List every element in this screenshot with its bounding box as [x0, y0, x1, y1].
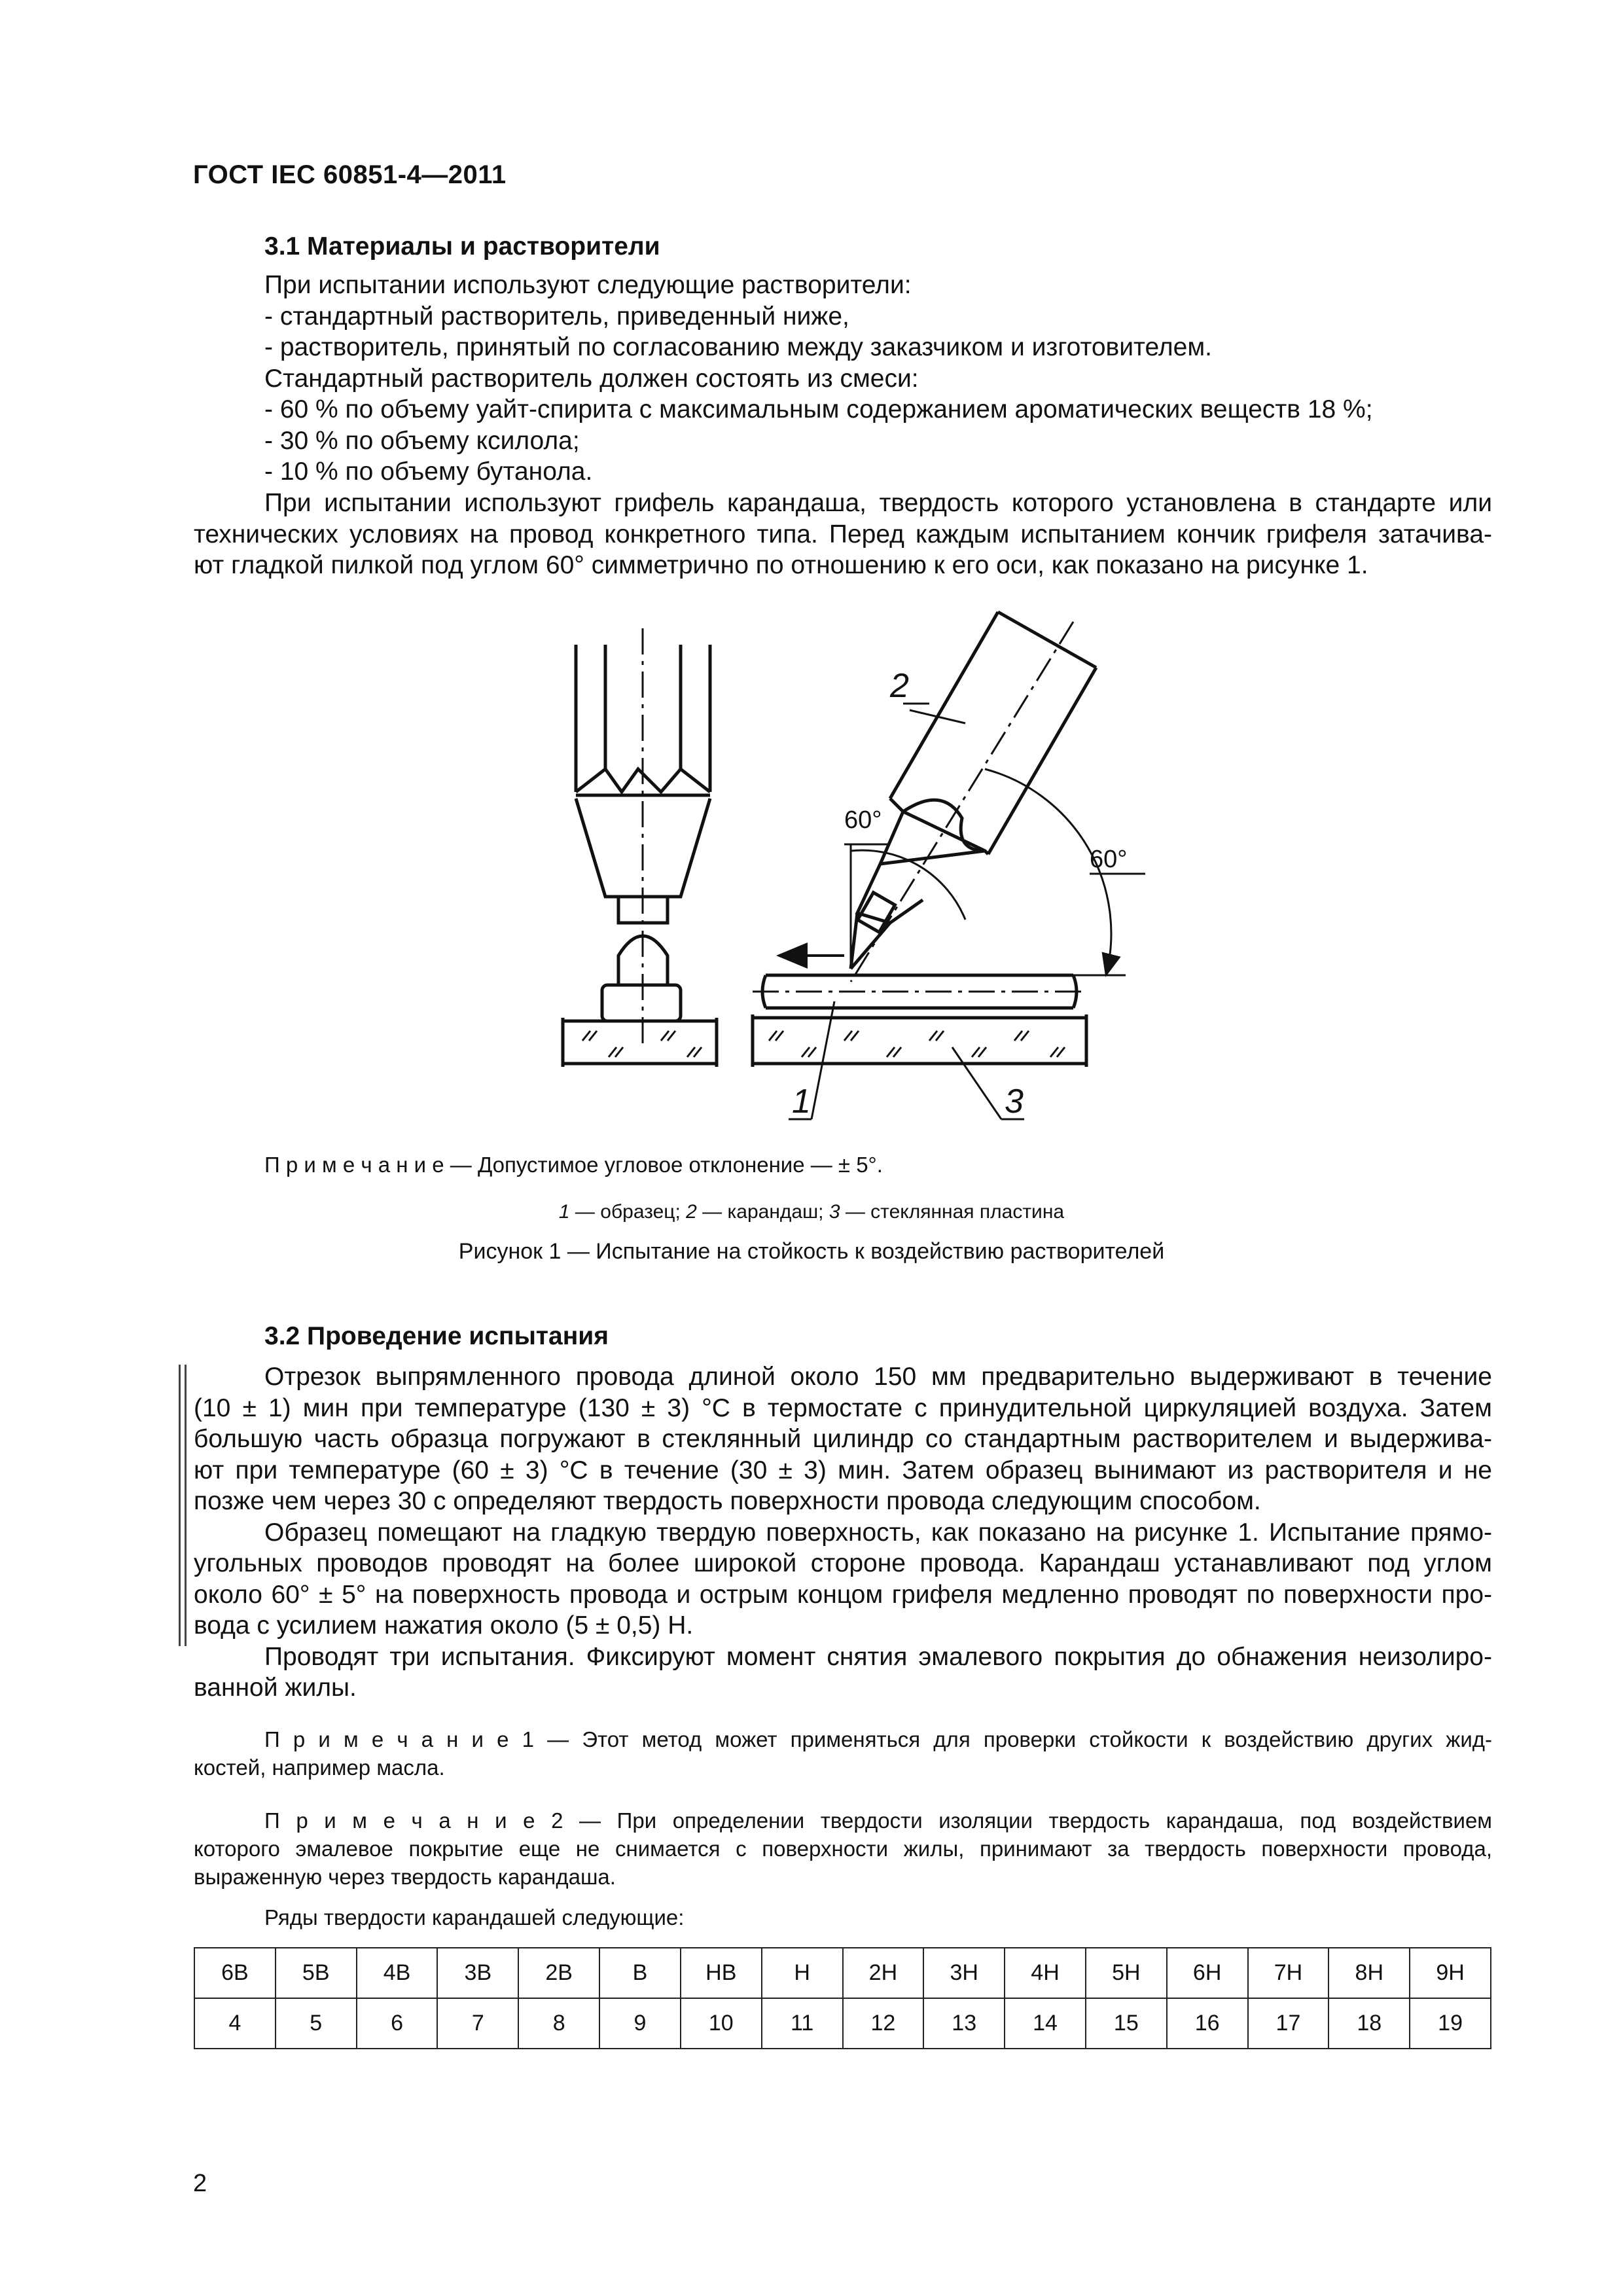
section-3-1-title: 3.1 Материалы и растворители: [264, 232, 660, 260]
legend-key-3: 3: [829, 1201, 840, 1223]
legend-key-1: 1: [558, 1201, 570, 1223]
figure-caption: Рисунок 1 — Испытание на стойкость к воздействию растворителей: [458, 1239, 1165, 1264]
leader-2: [910, 710, 965, 723]
table-cell-number: 16: [1167, 1998, 1248, 2049]
table-cell-grade: 3В: [437, 1948, 518, 1998]
figure-note: П р и м е ч а н и е — Допустимое угловое отклонение — ± 5°.: [264, 1153, 883, 1177]
angle-label-left: 60°: [844, 806, 882, 834]
table-cell-grade: В: [599, 1948, 681, 1998]
table-cell-number: 7: [437, 1998, 518, 2049]
text-line: около 60° ± 5° на поверхность провода и острым концом грифеля медленно проводят по поверхности про-: [194, 1580, 1492, 1609]
legend-text-2: — карандаш;: [696, 1201, 829, 1223]
change-bar: [185, 1365, 187, 1646]
table-cell-number: 5: [276, 1998, 357, 2049]
table-cell-number: 11: [762, 1998, 843, 2049]
table-cell-grade: 6В: [194, 1948, 276, 1998]
text-line: ванной жилы.: [194, 1674, 357, 1702]
table-cell-number: 12: [843, 1998, 924, 2049]
table-cell-number: 6: [357, 1998, 438, 2049]
leader-3: [952, 1047, 1001, 1119]
table-cell-grade: 8Н: [1329, 1948, 1410, 1998]
callout-2: 2: [890, 667, 909, 705]
glass-plate: [753, 1014, 1086, 1067]
table-cell-grade: 5В: [276, 1948, 357, 1998]
legend-text-3: — стеклянная пластина: [840, 1201, 1065, 1223]
text-line: Проводят три испытания. Фиксируют момент снятия эмалевого покрытия до обнажения неизолиро-: [264, 1642, 1492, 1671]
note-2: [194, 1806, 1492, 1891]
table-cell-grade: Н: [762, 1948, 843, 1998]
table-cell-grade: 3Н: [923, 1948, 1005, 1998]
table-cell-number: 9: [599, 1998, 681, 2049]
text-line: костей, например масла.: [194, 1755, 445, 1780]
text-line: П р и м е ч а н и е 2 — При определении твердости изоляции твердость карандаша, под воздействием: [264, 1808, 1492, 1833]
table-cell-grade: 6Н: [1167, 1948, 1248, 1998]
table-cell-number: 10: [681, 1998, 762, 2049]
table-cell-grade: 9Н: [1410, 1948, 1491, 1998]
list-item: - 10 % по объему бутанола.: [264, 457, 593, 486]
section-3-2-body: [194, 1361, 1492, 1704]
text-line: (10 ± 1) мин при температуре (130 ± 3) °С в термостате с принудительной циркуляцией воздуха. Затем: [194, 1393, 1492, 1422]
text-line: которого эмалевое покрытие еще не снимается с поверхности жилы, принимают за твердость поверхности провода,: [194, 1837, 1492, 1861]
text-line: П р и м е ч а н и е 1 — Этот метод может применяться для проверки стойкости к воздействию других жид-: [264, 1727, 1492, 1751]
text-line: При испытании используют следующие растворители:: [264, 271, 912, 299]
text-line: угольных проводов проводят на более широкой стороне провода. Карандаш устанавливают под углом: [194, 1549, 1492, 1577]
table-cell-number: 14: [1005, 1998, 1086, 2049]
table-cell-grade: НВ: [681, 1948, 762, 1998]
text-line: При испытании используют грифель карандаша, твердость которого установлена в стандарте или: [264, 489, 1492, 517]
table-cell-number: 13: [923, 1998, 1005, 2049]
list-item: - растворитель, принятый по согласованию между заказчиком и изготовителем.: [264, 333, 1212, 361]
text-line: Отрезок выпрямленного провода длиной около 150 мм предварительно выдерживают в течение: [264, 1363, 1492, 1391]
section-3-2-title: 3.2 Проведение испытания: [264, 1322, 609, 1350]
text-line: ют гладкой пилкой под углом 60° симметрично по отношению к его оси, как показано на рисунке 1.: [194, 551, 1368, 579]
text-line: вода с усилием нажатия около (5 ± 0,5) Н.: [194, 1611, 694, 1640]
table-cell-number: 18: [1329, 1998, 1410, 2049]
list-item: - стандартный растворитель, приведенный ниже,: [264, 302, 849, 331]
glass-plate-hatch: [769, 1031, 1065, 1057]
figure-legend: [0, 1201, 1623, 1223]
text-line: ют при температуре (60 ± 3) °С в течение (30 ± 3) мин. Затем образец вынимают из растворителя и не: [194, 1456, 1492, 1484]
text-line: позже чем через 30 с определяют твердость поверхности провода следующим способом.: [194, 1487, 1261, 1515]
list-item: - 30 % по объему ксилола;: [264, 426, 580, 455]
text-line: выраженную через твердость карандаша.: [194, 1865, 616, 1889]
holder-left: [563, 645, 717, 1067]
table-cell-number: 4: [194, 1998, 276, 2049]
document-header: ГОСТ IEC 60851-4—2011: [193, 160, 507, 189]
table-cell-grade: 4В: [357, 1948, 438, 1998]
list-item: - 60 % по объему уайт-спирита с максимальным содержанием ароматических веществ 18 %;: [264, 395, 1373, 423]
table-cell-number: 17: [1248, 1998, 1329, 2049]
legend-text-1: — образец;: [569, 1201, 687, 1223]
text-line: технических условиях на провод конкретного типа. Перед каждым испытанием кончик грифеля затачива-: [194, 520, 1492, 548]
table-intro: Ряды твердости карандашей следующие:: [264, 1905, 685, 1929]
hardness-table: [194, 1947, 1491, 2049]
note-1: [194, 1725, 1492, 1782]
table-cell-number: 8: [518, 1998, 599, 2049]
legend-key-2: 2: [686, 1201, 697, 1223]
table-cell-number: 19: [1410, 1998, 1491, 2049]
table-cell-grade: 2В: [518, 1948, 599, 1998]
table-row: [194, 1998, 1491, 2049]
text-line: Стандартный растворитель должен состоять из смеси:: [264, 364, 919, 393]
text-line: большую часть образца погружают в стеклянный цилиндр со стандартным растворителем и выдержива-: [194, 1425, 1492, 1453]
callout-1: 1: [792, 1083, 811, 1121]
change-bar: [179, 1365, 181, 1646]
table-cell-grade: 5Н: [1086, 1948, 1167, 1998]
table-cell-grade: 4Н: [1005, 1948, 1086, 1998]
page-number: 2: [193, 2170, 207, 2197]
table-row: [194, 1948, 1491, 1998]
pencil-right: [851, 612, 1096, 969]
callout-3: 3: [1005, 1083, 1024, 1121]
text-line: Образец помещают на гладкую твердую поверхность, как показано на рисунке 1. Испытание прямо-: [264, 1518, 1492, 1547]
table-cell-grade: 2Н: [843, 1948, 924, 1998]
table-cell-grade: 7Н: [1248, 1948, 1329, 1998]
angle-label-right: 60°: [1090, 846, 1128, 873]
table-cell-number: 15: [1086, 1998, 1167, 2049]
